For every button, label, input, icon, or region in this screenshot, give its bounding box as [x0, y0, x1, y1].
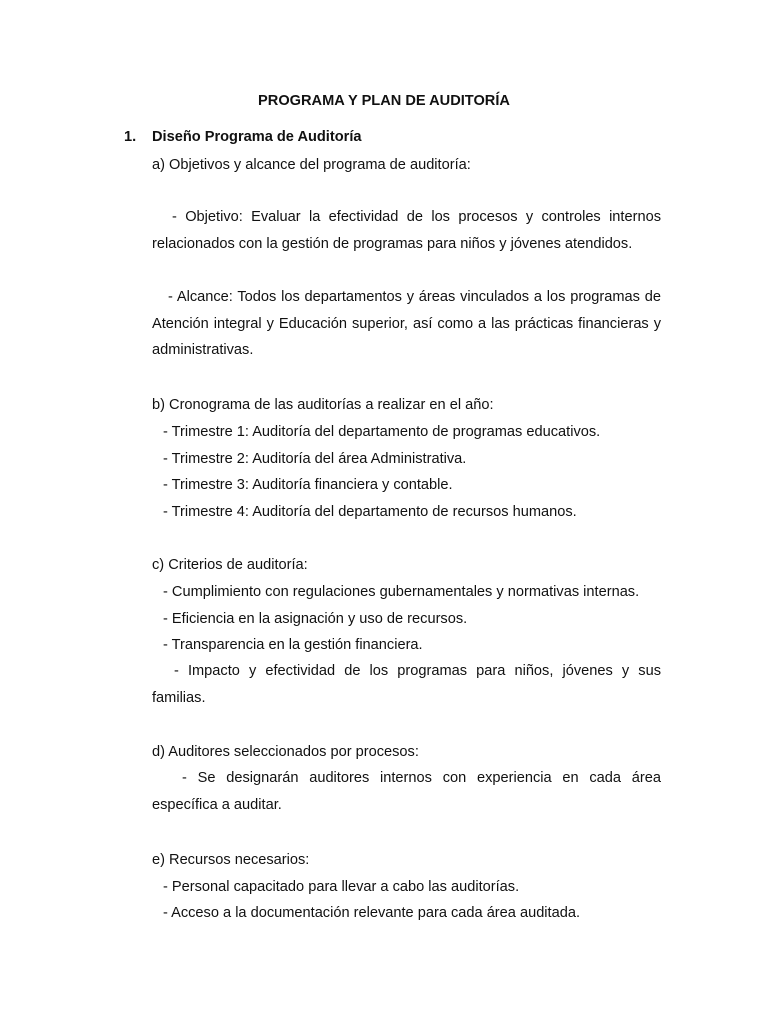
subsection-a-heading: a) Objetivos y alcance del programa de auditoría:	[152, 157, 471, 173]
objetivo-paragraph: - Objetivo: Evaluar la efectividad de los procesos y controles internos relacionados con la gestión de programas para niños y jóvenes atendidos.	[152, 209, 661, 252]
list-item: - Cumplimiento con regulaciones gubernamentales y normativas internas.	[163, 584, 640, 600]
list-item: - Transparencia en la gestión financiera.	[163, 637, 423, 653]
alcance-paragraph: - Alcance: Todos los departamentos y áreas vinculados a los programas de Atención integral y Educación superior, así como a las prácticas financieras y administrativas.	[152, 289, 661, 359]
list-item: - Trimestre 1: Auditoría del departamento de programas educativos.	[163, 424, 601, 440]
subsection-e-heading: e) Recursos necesarios:	[152, 852, 310, 868]
subsection-c-heading: c) Criterios de auditoría:	[152, 557, 308, 573]
section-number: 1.	[124, 129, 137, 145]
subsection-d-heading: d) Auditores seleccionados por procesos:	[152, 744, 419, 760]
list-item: - Trimestre 3: Auditoría financiera y contable.	[163, 477, 453, 493]
list-item: - Trimestre 2: Auditoría del área Administrativa.	[163, 451, 467, 467]
list-item: - Acceso a la documentación relevante para cada área auditada.	[163, 905, 581, 921]
list-item: - Trimestre 4: Auditoría del departamento de recursos humanos.	[163, 504, 577, 520]
impacto-paragraph: - Impacto y efectividad de los programas para niños, jóvenes y sus familias.	[152, 663, 661, 706]
auditores-paragraph: - Se designarán auditores internos con experiencia en cada área específica a auditar.	[152, 770, 661, 813]
section-title: Diseño Programa de Auditoría	[152, 129, 362, 145]
list-item: - Eficiencia en la asignación y uso de recursos.	[163, 611, 468, 627]
list-item: - Personal capacitado para llevar a cabo las auditorías.	[163, 879, 520, 895]
document-title: PROGRAMA Y PLAN DE AUDITORÍA	[258, 93, 510, 109]
subsection-b-heading: b) Cronograma de las auditorías a realizar en el año:	[152, 397, 494, 413]
